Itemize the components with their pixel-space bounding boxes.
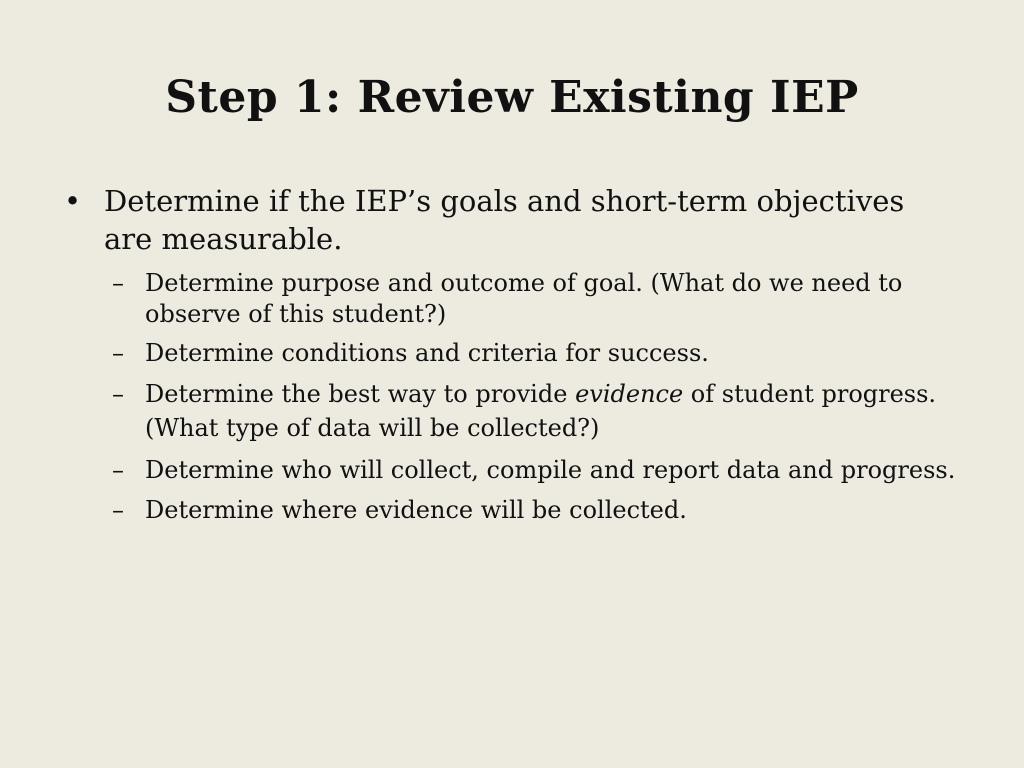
sub-bullet-marker: – <box>112 496 124 524</box>
sub-bullet-marker: – <box>112 380 124 408</box>
sub-bullet-text: Determine who will collect, compile and report data and progress. <box>145 456 956 484</box>
bullet-marker: • <box>64 184 82 218</box>
sub-bullet-location <box>112 495 960 526</box>
slide-content <box>60 182 960 534</box>
sub-bullet-collectors <box>112 453 960 487</box>
sub-bullet-evidence <box>112 377 960 445</box>
sub-bullet-list <box>60 268 960 526</box>
main-bullet-text: Determine if the IEP’s goals and short-term objectives are measurable. <box>104 184 905 256</box>
sub-bullet-text-after: of student progress. (What type of data will be collected?) <box>145 380 937 442</box>
sub-bullet-text: Determine conditions and criteria for success. <box>145 339 709 367</box>
sub-bullet-text <box>145 377 960 445</box>
sub-bullet-marker: – <box>112 269 124 297</box>
sub-bullet-text-before: Determine the best way to provide <box>145 380 576 408</box>
sub-bullet-text: Determine where evidence will be collected. <box>145 496 687 524</box>
sub-bullet-purpose <box>112 268 960 330</box>
sub-bullet-text: Determine purpose and outcome of goal. (What do we need to observe of this student?) <box>145 269 903 328</box>
sub-bullet-conditions <box>112 338 960 369</box>
sub-bullet-marker: – <box>112 456 124 484</box>
main-bullet <box>60 182 960 258</box>
emphasized-word: evidence <box>575 380 684 408</box>
slide-title: Step 1: Review Existing IEP <box>165 72 859 123</box>
sub-bullet-marker: – <box>112 339 124 367</box>
